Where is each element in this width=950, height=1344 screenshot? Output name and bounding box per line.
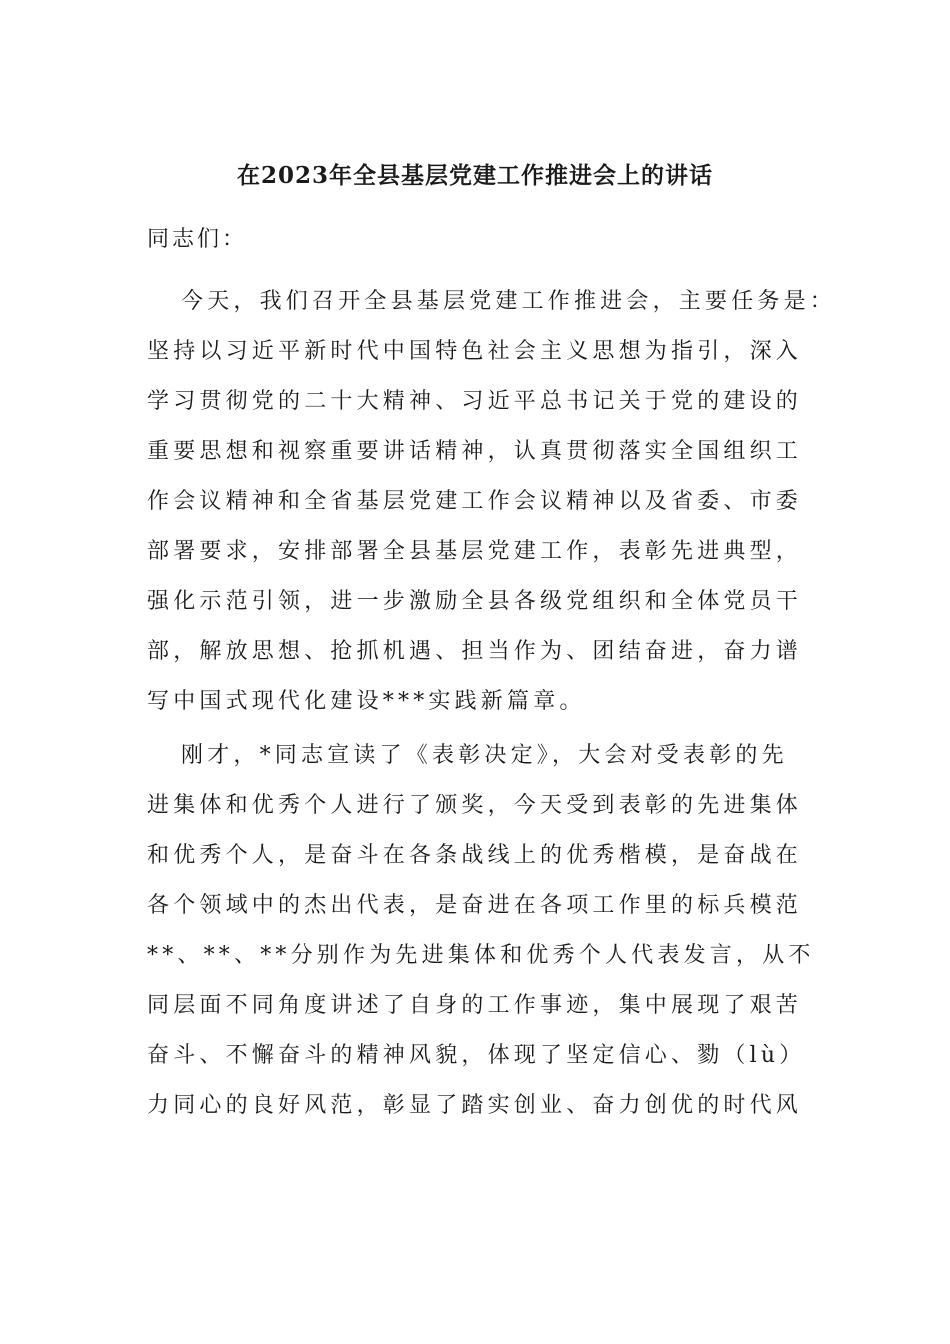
paragraph-line: 坚持以习近平新时代中国特色社会主义思想为指引，深入 [147, 339, 803, 364]
paragraph-line: 力同心的良好风范，彰显了踏实创业、奋力创优的时代风 [147, 1093, 803, 1118]
paragraph-2 [147, 731, 837, 1131]
paragraph-line: 部署要求，安排部署全县基层党建工作，表彰先进典型， [147, 539, 803, 564]
paragraph-line: 写中国式现代化建设***实践新篇章。 [147, 689, 586, 714]
paragraph-line: 今天，我们召开全县基层党建工作推进会，主要任务是： [181, 289, 837, 314]
paragraph-line: 强化示范引领，进一步激励全县各级党组织和全体党员干 [147, 589, 803, 614]
paragraph-line: 作会议精神和全省基层党建工作会议精神以及省委、市委 [147, 489, 803, 514]
paragraph-line: 奋斗、不懈奋斗的精神风貌，体现了坚定信心、勠（lù） [147, 1043, 806, 1068]
paragraph-line: 各个领域中的杰出代表，是奋进在各项工作里的标兵模范 [147, 893, 803, 918]
document-title: 在2023年全县基层党建工作推进会上的讲话 [236, 162, 713, 189]
paragraph-line: 重要思想和视察重要讲话精神，认真贯彻落实全国组织工 [147, 439, 803, 464]
salutation: 同志们： [147, 227, 248, 252]
paragraph-line: 同层面不同角度讲述了自身的工作事迹，集中展现了艰苦 [147, 993, 803, 1018]
paragraph-1 [147, 277, 837, 727]
paragraph-line: **、**、**分别作为先进集体和优秀个人代表发言，从不 [147, 943, 815, 968]
paragraph-line: 刚才，*同志宣读了《表彰决定》，大会对受表彰的先 [181, 743, 788, 768]
paragraph-line: 和优秀个人，是奋斗在各条战线上的优秀楷模，是奋战在 [147, 843, 803, 868]
paragraph-line: 学习贯彻党的二十大精神、习近平总书记关于党的建设的 [147, 389, 803, 414]
paragraph-line: 部，解放思想、抢抓机遇、担当作为、团结奋进，奋力谱 [147, 639, 803, 664]
paragraph-line: 进集体和优秀个人进行了颁奖，今天受到表彰的先进集体 [147, 793, 803, 818]
